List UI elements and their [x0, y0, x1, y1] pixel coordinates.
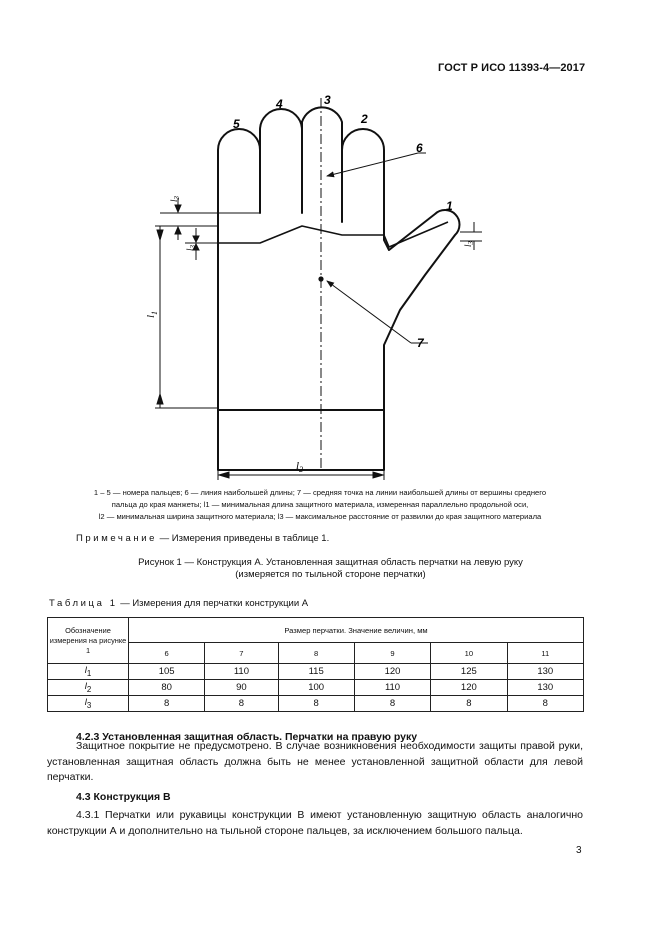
finger-label-1: 1 [446, 199, 453, 213]
measurements-table: Обозначение измерения на рисунке 1 Размер перчатки. Значение величин, мм 6 7 8 9 10 11 $l_1$ 105 110 115 120 125 130 $l_2$ 80 90 100 110 120 130 $l_3$ 8 8 8 8 8 8 [47, 617, 584, 712]
section-4-3-title: 4.3 Конструкция В [76, 791, 171, 803]
figure-note: Примечание — Измерения приведены в таблице 1. [76, 533, 330, 544]
section-4-3-1-text: 4.3.1 Перчатки или рукавицы конструкции В имеют установленную защитную область аналогично конструкции А и дополнительно на тыльной стороне пальцев, за исключением большого пальца. [47, 809, 583, 837]
document-header: ГОСТ Р ИСО 11393-4—2017 [438, 62, 586, 74]
figure-legend: 1 – 5 — номера пальцев; 6 — линия наибольшей длины; 7 — средняя точка на линии наибольшей длины от вершины среднего пальца до края манжеты; l1 — минимальная длина защитного материала, измеренная параллельно продольной оси, l2 — минимальная ширина защитного материала; l3 — максимальное расстояние от развилки до края защитного материала [93, 488, 547, 521]
finger-label-4: 4 [276, 97, 283, 111]
table-header-designation: Обозначение измерения на рисунке 1 [48, 618, 129, 664]
table-row: $l_3$ 8 8 8 8 8 8 [48, 696, 584, 712]
table-row: $l_1$ 105 110 115 120 125 130 [48, 664, 584, 680]
dim-l3-mid-label: $l_3$ [185, 244, 197, 251]
line-label-7: 7 [417, 336, 424, 350]
section-4-2-3-title: 4.2.3 Установленная защитная область. Перчатки на правую руку [76, 731, 418, 743]
finger-label-3: 3 [324, 93, 331, 107]
table-header-size: Размер перчатки. Значение величин, мм [129, 618, 584, 643]
dim-l3-top-label: $l_3$ [169, 195, 181, 202]
page-number: 3 [576, 845, 582, 856]
section-4-2-3-text: Защитное покрытие не предусмотрено. В случае возникновения необходимости защиты правой руки, установленная защитная область должна быть не менее установленной защитной области для левой перчатки. [47, 740, 583, 783]
protective-boundary [218, 222, 448, 247]
line-label-6: 6 [416, 141, 423, 155]
figure-caption: Рисунок 1 — Конструкция А. Установленная защитная область перчатки на левую руку (измеряется по тыльной стороне перчатки) [138, 557, 523, 580]
finger-label-5: 5 [233, 117, 240, 131]
dim-l2-label: $l_2$ [296, 460, 304, 474]
glove-outline [218, 107, 459, 470]
midpoint-marker [318, 276, 323, 281]
dim-l1-label: $l_1$ [145, 310, 159, 318]
table-caption: Таблица 1 — Измерения для перчатки конструкции А [49, 598, 309, 609]
dim-l3-right-label: $l_3$ [463, 240, 475, 247]
finger-label-2: 2 [361, 112, 368, 126]
table-row: $l_2$ 80 90 100 110 120 130 [48, 680, 584, 696]
